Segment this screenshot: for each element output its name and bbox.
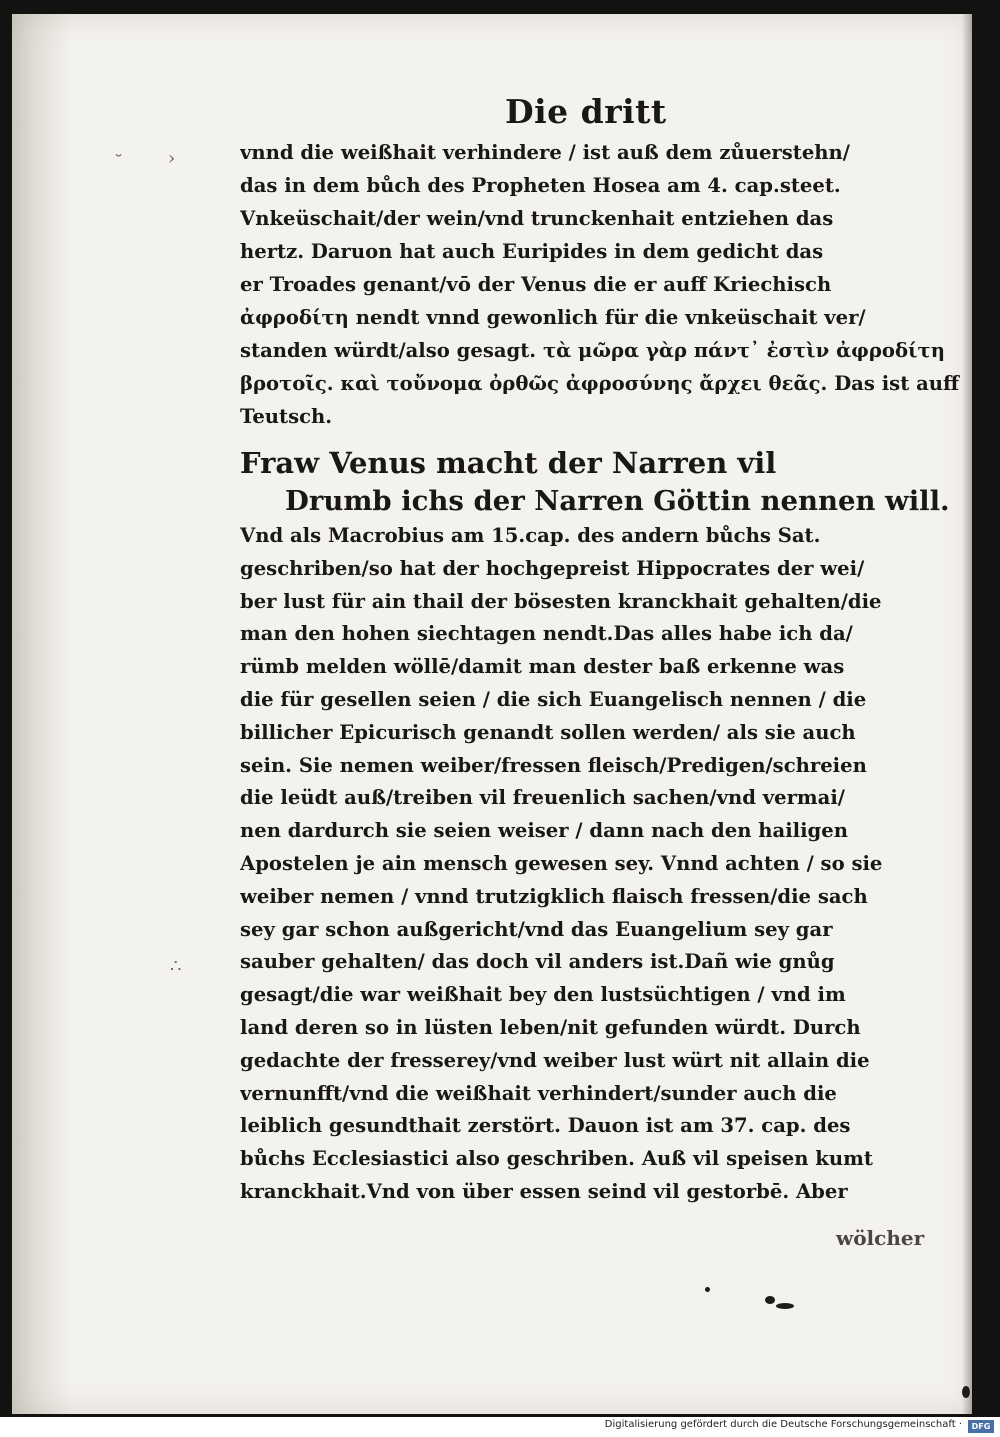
text-line: geschriben/so hat der hochgepreist Hippocrates der wei/ [240, 556, 865, 580]
text-line: sauber gehalten/ das doch vil anders ist.Dañ wie gnůg [240, 950, 835, 974]
margin-mark: › [168, 148, 176, 169]
text-line: sein. Sie nemen weiber/fressen fleisch/Predigen/schreien [240, 753, 867, 777]
text-line: Apostelen je ain mensch gewesen sey. Vnnd achten / so sie [240, 851, 883, 875]
text-line: kranckhait.Vnd von über essen seind vil gestorbē. Aber [240, 1179, 848, 1203]
text-line: leiblich gesundthait zerstört. Dauon ist am 37. cap. des [240, 1114, 851, 1138]
text-line: gesagt/die war weißhait bey den lustsüchtigen / vnd im [240, 983, 846, 1007]
text-line: bůchs Ecclesiastici also geschriben. Auß vil speisen kumt [240, 1147, 873, 1171]
text-line: man den hohen siechtagen nendt.Das alles habe ich da/ [240, 622, 853, 646]
ink-stain [765, 1296, 775, 1304]
text-line: nen dardurch sie seien weiser / dann nach den hailigen [240, 819, 848, 843]
running-head: Die dritt [505, 92, 667, 131]
text-line: land deren so in lüsten leben/nit gefunden würdt. Durch [240, 1015, 861, 1039]
text-line: weiber nemen / vnnd trutzigklich flaisch fressen/die sach [240, 884, 868, 908]
text-line: vernunfft/vnd die weißhait verhindert/sunder auch die [240, 1081, 837, 1105]
paragraph-1 [240, 136, 960, 433]
text-line: βροτοῖς. καὶ τοὔνομα ὀρθῶς ἀφροσύνης ἄρχει θεᾶς. Das ist auff [240, 372, 960, 395]
catchword: wölcher [836, 1226, 925, 1250]
paragraph-2 [240, 520, 960, 1209]
text-line: vnnd die weißhait verhindere / ist auß dem zůuerstehn/ [240, 141, 850, 164]
text-line: sey gar schon außgericht/vnd das Euangelium sey gar [240, 917, 833, 941]
funding-notice: Digitalisierung gefördert durch die Deutsche Forschungsgemeinschaft · [604, 1419, 962, 1430]
text-line: billicher Epicurisch genandt sollen werden/ als sie auch [240, 720, 856, 744]
margin-mark: ∴ [170, 956, 182, 977]
text-line: Vnkeüschait/der wein/vnd trunckenhait entziehen das [240, 207, 834, 230]
text-line: ἀφροδίτη nendt vnnd gewonlich für die vnkeüschait ver/ [240, 306, 866, 329]
text-line: das in dem bůch des Propheten Hosea am 4. cap.steet. [240, 174, 841, 197]
margin-mark: ˘ [114, 152, 123, 173]
dfg-logo: DFG [968, 1420, 994, 1433]
text-line: standen würdt/also gesagt. τὰ μῶρα γὰρ πάντ᾽ ἐστὶν ἀφροδίτη [240, 339, 945, 362]
text-line: gedachte der fresserey/vnd weiber lust würt nit allain die [240, 1048, 870, 1072]
text-line: die für gesellen seien / die sich Euangelisch nennen / die [240, 687, 867, 711]
ink-stain [705, 1287, 710, 1292]
footer-bar [0, 1417, 1000, 1437]
verse-line: Drumb ichs der Narren Göttin nennen will. [285, 485, 950, 517]
text-line: hertz. Daruon hat auch Euripides in dem gedicht das [240, 240, 824, 263]
text-line: Teutsch. [240, 405, 333, 428]
ink-stain [776, 1303, 794, 1309]
text-line: rümb melden wöllē/damit man dester baß erkenne was [240, 655, 845, 679]
text-line: Vnd als Macrobius am 15.cap. des andern bůchs Sat. [240, 524, 821, 547]
text-line: er Troades genant/vō der Venus die er auff Kriechisch [240, 273, 832, 296]
text-line: ber lust für ain thail der bösesten kranckhait gehalten/die [240, 589, 882, 613]
text-line: die leüdt auß/treiben vil freuenlich sachen/vnd vermai/ [240, 786, 845, 810]
ink-stain [962, 1386, 970, 1398]
verse-line: Fraw Venus macht der Narren vil [240, 446, 777, 480]
gutter-shadow [12, 14, 72, 1414]
page-edge [962, 14, 972, 1414]
